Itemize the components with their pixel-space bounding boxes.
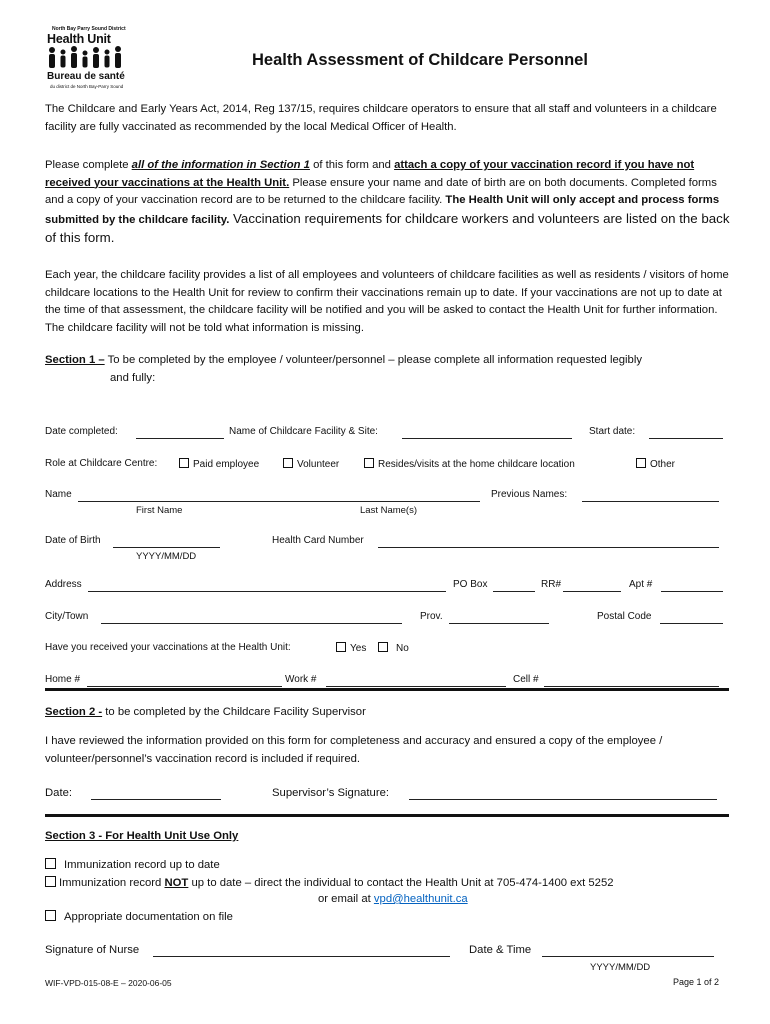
cell-phone-label: Cell # [513,674,539,685]
last-names-caption: Last Name(s) [360,505,418,516]
logo-district-fr: du district de North Bay-Parry Sound [50,84,124,89]
supervisor-date-label: Date: [45,787,73,799]
nurse-signature-label: Signature of Nurse [45,944,140,956]
checkbox-icon[interactable] [45,876,56,887]
received-yes-label: Yes [350,643,367,654]
facility-label: Name of Childcare Facility & Site: [229,426,378,437]
instructions-text-c: of this form and [309,159,395,171]
po-box-field[interactable] [493,580,535,592]
cell-phone-field[interactable] [544,675,719,687]
apt-label: Apt # [629,579,653,590]
address-field[interactable] [88,580,446,592]
address-label: Address [45,579,82,590]
received-yes[interactable] [336,642,366,654]
facility-field[interactable] [402,427,572,439]
date-time-label: Date & Time [469,944,532,956]
form-code: WIF-VPD-015-08-E – 2020-06-05 [45,978,172,988]
health-card-field[interactable] [378,536,719,548]
not-up-to-date-emphasis: NOT [164,877,189,889]
checkbox-icon[interactable] [364,458,374,468]
section2-heading [45,706,366,718]
section1-title: Section 1 – [45,354,105,366]
dob-field[interactable] [113,536,220,548]
checkbox-icon[interactable] [45,910,56,921]
home-phone-label: Home # [45,674,81,685]
role-paid-employee[interactable] [179,458,259,470]
role-other[interactable] [636,458,675,470]
contact-email-line [318,893,468,905]
province-label: Prov. [420,611,443,622]
contact-email-prefix: or email at [318,893,374,905]
supervisor-signature-field[interactable] [409,788,717,800]
province-field[interactable] [449,612,549,624]
instructions-attach-emphasis: attach a copy of your vaccination record if you have not received your vaccinations at the Health Unit. [45,159,695,189]
role-resides-visits-label: Resides/visits at the home childcare location [378,459,575,470]
checkbox-icon[interactable] [45,858,56,869]
not-up-to-date-text-c: up to date – direct the individual to contact the Health Unit at 705-474-1400 ext 5252 [188,877,614,889]
health-unit-logo [44,24,126,96]
instructions-text-a: Please complete [45,159,132,171]
logo-health-unit: Health Unit [47,32,111,46]
page-number: Page 1 of 2 [673,977,720,987]
date-completed-label: Date completed: [45,426,118,437]
logo-bureau-de-sante: Bureau de santé [47,71,125,82]
checkbox-icon[interactable] [179,458,189,468]
first-name-caption: First Name [136,505,183,516]
family-figures-icon [46,46,126,70]
role-other-label: Other [650,459,676,470]
intro-paragraph: The Childcare and Early Years Act, 2014, Reg 137/15, requires childcare operators to ensure that all staff and volunteers in a childcare facility are fully vaccinated as recommended by the local Medical Officer of Health. [45,103,717,133]
section-divider [45,814,729,817]
previous-names-label: Previous Names: [491,489,568,500]
section1-description: To be completed by the employee / volunteer/personnel – please complete all information requested legibly [104,354,643,366]
city-label: City/Town [45,611,89,622]
name-field[interactable] [78,490,480,502]
documentation-on-file-label: Appropriate documentation on file [64,911,233,923]
work-phone-label: Work # [285,674,317,685]
previous-names-field[interactable] [582,490,719,502]
city-field[interactable] [101,612,402,624]
rr-field[interactable] [563,580,621,592]
apt-field[interactable] [661,580,723,592]
name-label: Name [45,489,72,500]
date-time-field[interactable] [542,945,714,957]
nurse-signature-field[interactable] [153,945,450,957]
role-label: Role at Childcare Centre: [45,458,158,469]
postal-code-label: Postal Code [597,611,652,622]
checkbox-icon[interactable] [636,458,646,468]
dob-format-caption: YYYY/MM/DD [136,551,197,562]
section3-heading: Section 3 - For Health Unit Use Only [45,830,239,842]
instructions-accept-emphasis: The Health Unit will only accept and process forms submitted by the childcare facility. [45,194,720,226]
dob-label: Date of Birth [45,535,101,546]
section2-title: Section 2 - [45,706,103,718]
role-paid-employee-label: Paid employee [193,459,260,470]
date-time-format-caption: YYYY/MM/DD [590,962,651,973]
start-date-label: Start date: [589,426,636,437]
immunization-up-to-date[interactable] [45,858,220,871]
section1-heading [45,354,642,366]
instructions-section1-emphasis: all of the information in Section 1 [131,159,310,171]
instructions-paragraph [45,157,735,249]
role-volunteer[interactable] [283,458,339,470]
immunization-not-up-to-date[interactable] [45,876,614,889]
po-box-label: PO Box [453,579,488,590]
received-no[interactable] [378,642,409,654]
checkbox-icon[interactable] [336,642,346,652]
health-card-label: Health Card Number [272,535,364,546]
documentation-on-file[interactable] [45,910,233,923]
date-completed-field[interactable] [136,427,224,439]
instructions-requirements-text: Vaccination requirements for childcare workers and volunteers are listed on the back of this form. [45,210,730,245]
page-title: Health Assessment of Childcare Personnel [252,51,588,69]
not-up-to-date-text-a: Immunization record [59,877,165,889]
section2-description: to be completed by the Childcare Facility Supervisor [102,706,366,718]
checkbox-icon[interactable] [283,458,293,468]
immunization-up-to-date-label: Immunization record up to date [64,859,220,871]
role-resides-visits[interactable] [364,458,575,470]
received-vaccinations-question: Have you received your vaccinations at the Health Unit: [45,642,291,653]
annual-review-paragraph: Each year, the childcare facility provides a list of all employees and volunteers of childcare facilities as well as residents / visitors of home childcare locations to the Health Unit for review to confirm their vaccinations remain up to date. If your vaccinations are not up to date at the time of that assessment, the childcare facility will be notified and you will be asked to contact the Health Unit for further information. The childcare facility will not be told what information is missing. [45,269,729,334]
start-date-field[interactable] [649,427,723,439]
supervisor-signature-label: Supervisor’s Signature: [272,787,390,799]
postal-code-field[interactable] [660,612,723,624]
contact-email-link[interactable]: vpd@healthunit.ca [373,893,468,905]
home-phone-field[interactable] [87,675,282,687]
section1-description-cont: and fully: [110,372,156,384]
logo-district: North Bay Parry Sound District [52,26,126,32]
rr-label: RR# [541,579,562,590]
role-volunteer-label: Volunteer [297,459,340,470]
checkbox-icon[interactable] [378,642,388,652]
section2-statement: I have reviewed the information provided on this form for completeness and accuracy and ensured a copy of the employee / volunteer/personnel’s vaccination record is included if required. [45,735,663,765]
received-no-label: No [396,643,409,654]
instructions-text-e: Please ensure your name and date of birth are on both documents. Completed forms and a copy of your vaccination record are to be returned to the childcare facility. [45,176,717,206]
work-phone-field[interactable] [326,675,506,687]
supervisor-date-field[interactable] [91,788,221,800]
section-divider [45,688,729,691]
